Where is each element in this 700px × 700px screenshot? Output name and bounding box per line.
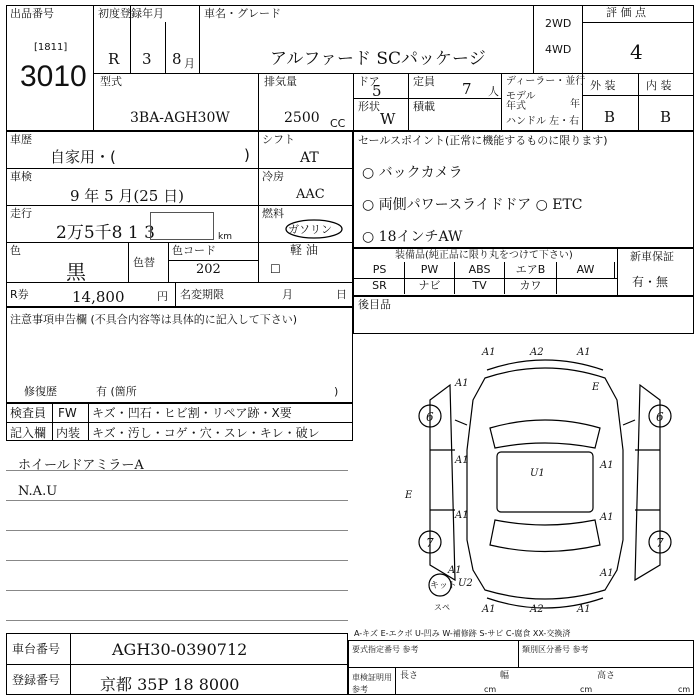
ruled-line [6, 620, 348, 621]
ac-value: AAC [296, 187, 325, 202]
height-field: 高さ [597, 671, 616, 681]
model-year-label: モデル 年式 [506, 91, 536, 112]
damage-mark: A1 [600, 512, 614, 523]
capacity-label: 定員 [413, 75, 435, 88]
cm-unit-2: cm [580, 685, 593, 694]
rear-seat-box [353, 296, 694, 334]
history-value: 自家用・( [50, 148, 116, 166]
mileage-label: 走行 [10, 207, 32, 220]
damage-mark: E [592, 382, 600, 393]
equipment-item: エアB [505, 262, 557, 278]
ruled-line [6, 530, 348, 531]
damage-mark: A1 [455, 455, 469, 466]
repair-close: ) [334, 385, 339, 398]
dealer-label: ディーラー・並行 [506, 76, 586, 87]
repaint-label: 色替 [133, 256, 155, 269]
damage-mark: A1 [482, 347, 496, 358]
equipment-item: TV [455, 278, 505, 294]
damage-mark: 6 [426, 410, 434, 424]
selling-point-3: ○ 18インチAW [362, 229, 463, 245]
exterior-label: 外 装 [590, 79, 616, 92]
damage-mark: A2 [530, 347, 544, 358]
type-label: 型式 [100, 75, 122, 88]
ac-label: 冷房 [262, 170, 284, 183]
selling-point-1: ○ バックカメラ [362, 165, 463, 181]
equipment-item: AW [557, 262, 615, 278]
chassis-label: 車台番号 [12, 642, 61, 656]
interior-row-text: キズ・汚し・コゲ・穴・スレ・キレ・破レ [92, 426, 320, 440]
inspector-note-2: N.A.U [18, 484, 58, 499]
interior-label: 内 装 [646, 79, 672, 92]
cm-unit-3: cm [678, 685, 691, 694]
history-close: ) [244, 146, 250, 164]
kit-label: キット [430, 581, 457, 591]
new-warranty-label: 新車保証 [630, 250, 674, 263]
model-grade: アルファード SCパッケージ [270, 49, 486, 69]
reg-label: 登録番号 [12, 673, 61, 687]
damage-mark: E [405, 490, 413, 501]
shape-value: W [380, 110, 396, 128]
drive-4wd: 4WD [545, 43, 572, 56]
equipment-item: SR [355, 278, 405, 294]
inspector-note-1: ホイールドアミラーA [18, 458, 144, 473]
color-value: 黒 [66, 260, 86, 284]
damage-mark: A2 [530, 604, 544, 615]
maker-label: 要式指定番号 参考 [352, 645, 419, 654]
recycle-label: R券 [10, 288, 29, 301]
damage-mark: A1 [600, 460, 614, 471]
inspector-label-1: 検査員 [10, 406, 47, 420]
equipment-item: ナビ [405, 278, 455, 294]
fw-label: FW [58, 406, 77, 420]
fw-text: キズ・凹石・ヒビ割・リペア跡・X要 [92, 406, 292, 420]
name-change-label: 名変期限 [180, 288, 224, 301]
fuel-gas-circle-icon [283, 218, 345, 240]
equipment-label: 装備品(純正品に限り丸をつけて下さい) [395, 250, 573, 261]
first-reg-year: 3 [142, 50, 152, 68]
selling-point-2: ○ 両側パワースライドドア ○ ETC [362, 197, 583, 213]
class-label: 類別区分番号 参考 [522, 645, 589, 654]
fuel-label: 燃料 [262, 207, 284, 220]
color-label: 色 [10, 244, 21, 257]
shape-label: 形状 [358, 100, 380, 113]
ruled-line [6, 560, 348, 561]
damage-mark: U1 [530, 468, 545, 479]
damage-mark: A1 [455, 510, 469, 521]
repair-value: 有 (箇所 [96, 385, 137, 398]
lot-label: 出品番号 [10, 7, 54, 20]
fuel-checkbox-icon: ☐ [270, 262, 281, 276]
model-grade-label: 車名・グレード [204, 7, 281, 20]
displacement-unit: CC [330, 117, 346, 130]
notes-label: 注意事項申告欄 (不具合内容等は具体的に記入して下さい) [10, 313, 298, 326]
first-reg-month: 8 [172, 50, 182, 68]
ruled-line [6, 590, 348, 591]
handle-label: ハンドル 左・右 [506, 116, 580, 127]
inspection-value: 9 年 5 月(25 日) [70, 187, 184, 205]
lot-number: 3010 [20, 60, 87, 93]
mileage-digit-frame [150, 212, 214, 240]
reg-value: 京都 35P 18 8000 [100, 675, 240, 694]
name-change-month: 月 [282, 288, 293, 301]
chassis-value: AGH30-0390712 [112, 640, 248, 659]
fuel-gas: ガソリン [288, 223, 332, 236]
capacity-value: 7 [462, 80, 472, 98]
shift-value: AT [300, 150, 319, 166]
equipment-item: ABS [455, 262, 505, 278]
interior-value: B [660, 108, 672, 126]
exterior-value: B [604, 108, 616, 126]
cm-unit-1: cm [484, 685, 497, 694]
mileage-unit: km [218, 232, 232, 242]
damage-legend: A-キズ E-エクボ U-凹み W-補修跡 S-サビ C-腐食 XX-交換済 [354, 629, 571, 638]
selling-points-label: セールスポイント(正常に機能するものに限ります) [358, 134, 608, 147]
damage-mark: A1 [482, 604, 496, 615]
recycle-unit: 円 [157, 290, 168, 303]
ruled-line [6, 500, 348, 501]
lot-sub: [1811] [34, 42, 68, 53]
color-code-value: 202 [196, 262, 221, 277]
equipment-item: PW [405, 262, 455, 278]
color-code-label: 色コード [172, 244, 216, 257]
damage-mark: A1 [448, 565, 462, 576]
rear-seat-label: 後目品 [358, 298, 391, 311]
displacement-label: 排気量 [264, 75, 297, 88]
doors-value: 5 [372, 82, 382, 100]
recycle-value: 14,800 [72, 288, 125, 306]
damage-mark: 6 [656, 410, 664, 424]
interior-row-label: 内装 [56, 426, 81, 440]
length-field: 長さ [400, 671, 419, 681]
doors-label: ドア [358, 75, 380, 88]
fuel-diesel: 軽 油 [290, 243, 318, 257]
equipment-item: カワ [505, 278, 557, 294]
width-field: 幅 [500, 671, 510, 681]
damage-mark: A1 [600, 568, 614, 579]
capacity-unit: 人 [488, 85, 499, 98]
repair-label: 修復歴 [24, 385, 57, 398]
score-value: 4 [630, 40, 643, 64]
load-label: 積載 [413, 100, 435, 113]
damage-mark: A1 [577, 347, 591, 358]
displacement-value: 2500 [284, 110, 320, 126]
history-label: 車歴 [10, 133, 32, 146]
equipment-item: PS [355, 262, 405, 278]
drive-2wd: 2WD [545, 17, 572, 30]
damage-mark: 7 [656, 536, 664, 550]
inspector-label-2: 記入欄 [10, 426, 47, 440]
damage-mark: A1 [455, 378, 469, 389]
shift-label: シフト [262, 133, 295, 146]
model-year-unit: 年 [570, 99, 580, 110]
inspection-label: 車検 [10, 170, 32, 183]
damage-mark: 7 [426, 536, 434, 550]
score-label: 評 価 点 [606, 6, 646, 19]
kit-sub: スペ [434, 603, 450, 612]
name-change-day: 日 [336, 288, 347, 301]
first-reg-label: 初度登録年月 [98, 7, 164, 20]
first-reg-month-unit: 月 [184, 57, 195, 70]
length-label: 車検証明用 参考 [352, 673, 392, 694]
type-value: 3BA-AGH30W [130, 110, 230, 126]
damage-mark: A1 [577, 604, 591, 615]
first-reg-era: R [108, 50, 120, 68]
damage-mark: U2 [458, 578, 473, 589]
new-warranty-value: 有・無 [632, 275, 669, 289]
mileage-value: 2万5千8 1 3 [56, 223, 155, 243]
